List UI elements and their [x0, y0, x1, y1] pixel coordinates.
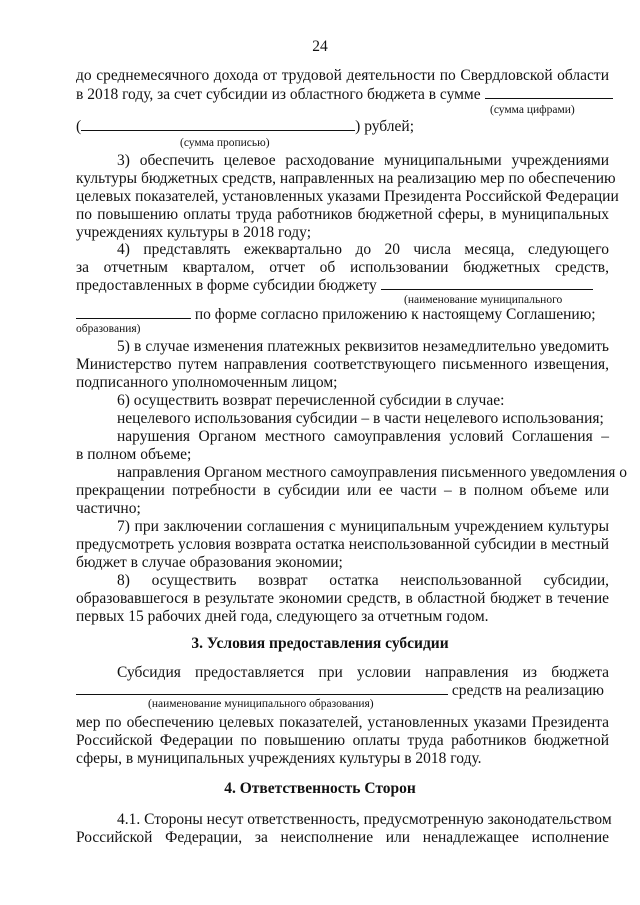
caption-municipal-full: (наименование муниципального образования): [148, 698, 374, 710]
sum-words-blank: [81, 118, 355, 131]
text-line: нарушения Органом местного самоуправления условий Соглашения –: [117, 428, 609, 445]
text-line: 3) обеспечить целевое расходование муниципальными учреждениями: [117, 152, 609, 169]
text-fragment: средств на реализацию: [451, 682, 604, 699]
text-fragment: предоставленных в форме субсидии бюджету: [76, 277, 377, 294]
budget-name-blank: [381, 277, 593, 290]
sum-digits-blank: [485, 86, 613, 99]
text-line: частично;: [76, 500, 141, 517]
text-line: за отчетным кварталом, отчет об использовании бюджетных средств,: [76, 259, 609, 276]
section-heading-4: 4. Ответственность Сторон: [224, 780, 416, 797]
text-line: 7) при заключении соглашения с муниципальным учреждением культуры: [117, 518, 609, 535]
text-line: 4) представлять ежеквартально до 20 числа месяца, следующего: [117, 241, 609, 258]
text-line: культуры бюджетных средств, направленных на реализацию мер по обеспечению: [76, 170, 616, 187]
section-heading-3: 3. Условия предоставления субсидии: [191, 635, 449, 652]
text-line: [76, 118, 609, 136]
caption-municipal-cont: образования): [76, 323, 141, 335]
caption-municipal: (наименование муниципального: [404, 294, 563, 306]
text-line: 4.1. Стороны несут ответственность, предусмотренную законодательством: [117, 811, 612, 828]
text-line: направления Органом местного самоуправления письменного уведомления о: [117, 464, 628, 481]
text-line: бюджет в случае образования экономии;: [76, 554, 343, 571]
text-line: учреждениях культуры в 2018 году;: [76, 224, 312, 241]
text-line: Российской Федерации, за неисполнение или ненадлежащее исполнение: [76, 829, 609, 846]
text-line: 6) осуществить возврат перечисленной субсидии в случае:: [117, 392, 505, 409]
caption-sum-digits: (сумма цифрами): [490, 104, 575, 116]
text-line: первых 15 рабочих дней года, следующего за отчетным годом.: [76, 608, 489, 625]
text-line: предусмотреть условия возврата остатка неиспользованной субсидии в местный: [76, 536, 609, 553]
text-fragment: по форме согласно приложению к настоящему Соглашению;: [194, 306, 596, 323]
text-line: сферы, в муниципальных учреждениях культуры в 2018 году.: [76, 750, 482, 767]
text-line: [76, 277, 609, 295]
text-line: в полном объеме;: [76, 446, 192, 463]
text-line: [76, 306, 609, 324]
text-line: до среднемесячного дохода от трудовой деятельности по Свердловской области: [76, 67, 609, 84]
municipal-name-blank: [76, 306, 191, 319]
bracket-open: (: [76, 118, 82, 135]
text-line: Субсидия предоставляется при условии направления из бюджета: [117, 664, 609, 681]
text-fragment: ) рублей;: [355, 118, 415, 135]
text-line: образовавшегося в результате экономии средств, в областной бюджет в течение: [76, 590, 609, 607]
text-line: целевых показателей, установленных указами Президента Российской Федерации: [76, 188, 619, 205]
text-line: Министерство путем направления соответствующего письменного извещения,: [76, 356, 609, 373]
text-line: по повышению оплаты труда работников бюджетной сферы, в муниципальных: [76, 206, 609, 223]
text-fragment: в 2018 году, за счет субсидии из областного бюджета в сумме: [76, 86, 481, 103]
caption-sum-words: (сумма прописью): [180, 137, 270, 149]
municipal-budget-blank: [76, 682, 448, 695]
text-line: [76, 86, 609, 104]
text-line: мер по обеспечению целевых показателей, установленных указами Президента: [76, 714, 609, 731]
page-number: 24: [312, 38, 328, 55]
text-line: 5) в случае изменения платежных реквизитов незамедлительно уведомить: [117, 338, 609, 355]
text-line: прекращении потребности в субсидии или ее части – в полном объеме или: [76, 482, 609, 499]
text-line: нецелевого использования субсидии – в части нецелевого использования;: [117, 410, 604, 427]
text-line: Российской Федерации по повышению оплаты труда работников бюджетной: [76, 732, 609, 749]
text-line: 8) осуществить возврат остатка неиспользованной субсидии,: [117, 572, 609, 589]
text-line: подписанного уполномоченным лицом;: [76, 374, 338, 391]
